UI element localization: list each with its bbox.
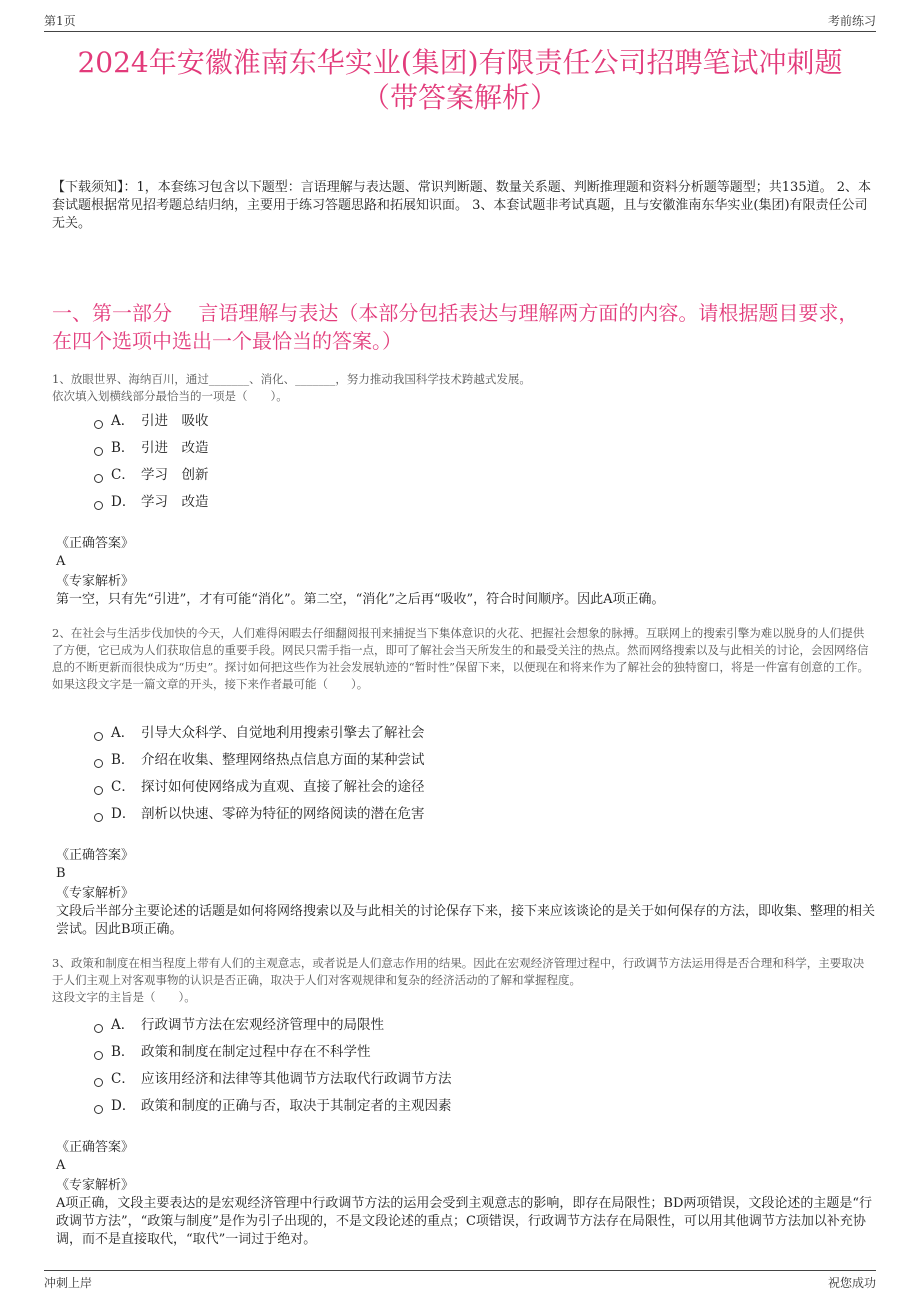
question-2-option-c[interactable]: [94, 778, 425, 796]
question-3-option-b[interactable]: [94, 1043, 371, 1061]
analysis-label: 《专家解析》: [56, 886, 135, 901]
option-text: 学习 改造: [141, 494, 209, 510]
analysis-label: 《专家解析》: [56, 1178, 135, 1193]
option-letter: A．: [111, 1017, 135, 1033]
question-3-analysis: A项正确，文段主要表达的是宏观经济管理中行政调节方法的运用会受到主观意志的影响，即存在局限性；BD两项错误，文段论述的主题是“行政调节方法”，“政策与制度”是作为引子出现的，不是文段论述的重点；C项错误，行政调节方法存在局限性，可以用其他调节方法加以补充协调，而不是直接取代，“取代”一词过于绝对。: [56, 1196, 873, 1247]
option-text: 剖析以快速、零碎为特征的网络阅读的潜在危害: [141, 806, 425, 822]
question-2-analysis: 文段后半部分主要论述的话题是如何将网络搜索以及与此相关的讨论保存下来，接下来应该谈论的是关于如何保存的方法，即收集、整理的相关尝试。因此B项正确。: [56, 904, 876, 937]
option-letter: D．: [111, 806, 136, 822]
radio-icon[interactable]: [94, 1105, 103, 1114]
option-letter: C．: [111, 1071, 135, 1087]
page-number: 第1页: [44, 14, 76, 28]
analysis-label: 《专家解析》: [56, 574, 135, 589]
question-1-answer: A: [56, 554, 66, 569]
question-2-answer: B: [56, 866, 66, 881]
option-letter: D．: [111, 494, 136, 510]
option-letter: B．: [111, 752, 135, 768]
question-2-option-a[interactable]: [94, 724, 425, 742]
question-3-option-a[interactable]: [94, 1016, 384, 1034]
option-letter: C．: [111, 779, 135, 795]
section-heading: 一、第一部分 言语理解与表达（本部分包括表达与理解两方面的内容。请根据题目要求，在四个选项中选出一个最恰当的答案。）: [52, 301, 859, 353]
radio-icon[interactable]: [94, 813, 103, 822]
radio-icon[interactable]: [94, 474, 103, 483]
option-text: 行政调节方法在宏观经济管理中的局限性: [141, 1017, 384, 1033]
question-3-text: 3、政策和制度在相当程度上带有人们的主观意志，或者说是人们意志作用的结果。因此在宏观经济管理过程中，行政调节方法运用得是否合理和科学，主要取决于人们主观上对客观事物的认识是否正确，取决于人们对客观规律和复杂的经济活动的了解和掌握程度。 这段文字的主旨是（ ）。: [52, 956, 865, 1004]
option-letter: B．: [111, 440, 135, 456]
option-text: 政策和制度在制定过程中存在不科学性: [141, 1044, 371, 1060]
question-1-option-d[interactable]: [94, 493, 209, 511]
option-letter: A．: [111, 725, 135, 741]
header-divider: [44, 31, 876, 32]
question-2-option-d[interactable]: [94, 805, 425, 823]
option-text: 政策和制度的正确与否，取决于其制定者的主观因素: [141, 1098, 452, 1114]
option-text: 探讨如何使网络成为直观、直接了解社会的途径: [141, 779, 425, 795]
radio-icon[interactable]: [94, 732, 103, 741]
question-1-analysis: 第一空，只有先“引进”，才有可能“消化”。第二空，“消化”之后再“吸收”，符合时间顺序。因此A项正确。: [56, 592, 665, 607]
option-text: 应该用经济和法律等其他调节方法取代行政调节方法: [141, 1071, 452, 1087]
radio-icon[interactable]: [94, 1051, 103, 1060]
question-3-option-c[interactable]: [94, 1070, 452, 1088]
answer-label: 《正确答案》: [56, 1140, 135, 1155]
option-text: 介绍在收集、整理网络热点信息方面的某种尝试: [141, 752, 425, 768]
answer-label: 《正确答案》: [56, 536, 135, 551]
question-1-option-c[interactable]: [94, 466, 209, 484]
document-subtitle: （带答案解析）: [361, 81, 558, 114]
option-text: 引导大众科学、自觉地利用搜索引擎去了解社会: [141, 725, 425, 741]
footer-left-label: 冲刺上岸: [44, 1276, 93, 1290]
radio-icon[interactable]: [94, 786, 103, 795]
question-2-text: 2、在社会与生活步伐加快的今天，人们难得闲暇去仔细翻阅报刊来捕捉当下集体意识的火花、把握社会想象的脉搏。互联网上的搜索引擎为难以脱身的人们提供了方便，它已成为人们获取信息的重要手段。网民只需手指一点，即可了解社会当天所发生的和最受关注的热点。然而网络搜索以及与此相关的讨论，会因网络信息的不断更新而很快成为“历史”。探讨如何把这些作为社会发展轨迹的“暂时性”保留下来，以便现在和将来作为了解社会的独特窗口，将是一件富有创意的工作。 如果这段文字是一篇文章的开头，接下来作者最可能（ ）。: [52, 626, 870, 691]
radio-icon[interactable]: [94, 447, 103, 456]
answer-label: 《正确答案》: [56, 848, 135, 863]
footer-divider: [44, 1270, 876, 1271]
option-letter: B．: [111, 1044, 135, 1060]
question-1-option-a[interactable]: [94, 412, 209, 430]
header-label: 考前练习: [827, 14, 876, 28]
option-text: 引进 吸收: [141, 413, 209, 429]
download-notice: 【下载须知】：1，本套练习包含以下题型：言语理解与表达题、常识判断题、数量关系题、判断推理题和资料分析题等题型；共135道。 2、本套试题根据常见招考题总结归纳，主要用于练习答题思路和拓展知识面。 3、本套试题非考试真题，且与安徽淮南东华实业(集团)有限责任公司无关。: [52, 180, 871, 231]
radio-icon[interactable]: [94, 420, 103, 429]
footer-right-label: 祝您成功: [827, 1276, 876, 1290]
option-text: 学习 创新: [141, 467, 209, 483]
option-text: 引进 改造: [141, 440, 209, 456]
question-1-text: 1、放眼世界、海纳百川，通过_______、消化、_______，努力推动我国科学技术跨越式发展。 依次填入划横线部分最恰当的一项是（ ）。: [52, 372, 531, 403]
option-letter: C．: [111, 467, 135, 483]
radio-icon[interactable]: [94, 501, 103, 510]
radio-icon[interactable]: [94, 1078, 103, 1087]
question-2-option-b[interactable]: [94, 751, 425, 769]
option-letter: A．: [111, 413, 135, 429]
question-3-option-d[interactable]: [94, 1097, 452, 1115]
radio-icon[interactable]: [94, 759, 103, 768]
radio-icon[interactable]: [94, 1024, 103, 1033]
option-letter: D．: [111, 1098, 136, 1114]
document-title: 2024年安徽淮南东华实业(集团)有限责任公司招聘笔试冲刺题: [77, 46, 843, 79]
question-3-answer: A: [56, 1158, 66, 1173]
question-1-option-b[interactable]: [94, 439, 209, 457]
